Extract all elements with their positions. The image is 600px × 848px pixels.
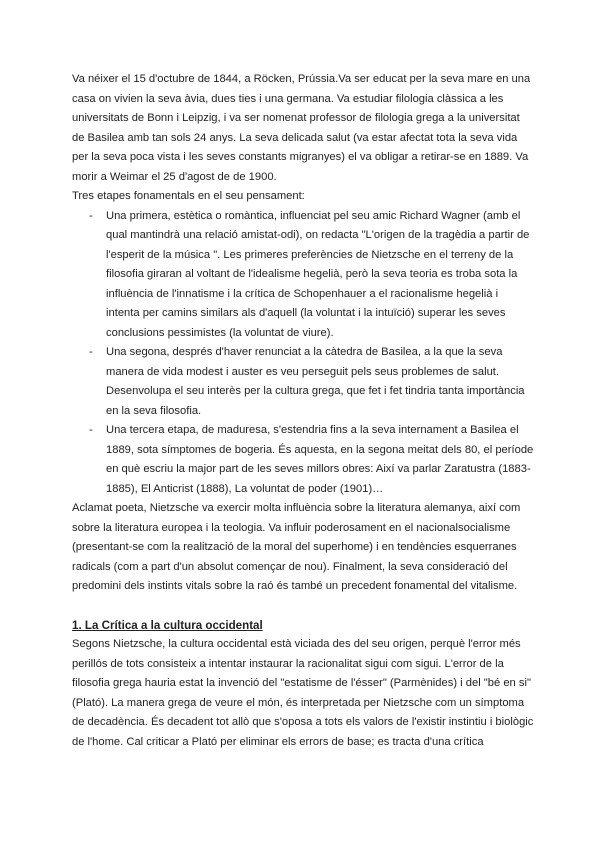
section-body: Segons Nietzsche, la cultura occidental està viciada des del seu origen, perquè l'error més perillós de tots consisteix a intentar instaurar la racionalitat sigui com sigui. L'error de la filosofia grega hauria estat la invenció del "estatisme de l'ésser" (Parmènides) i del "bé en si" (Plató). La manera grega de veure el món, és interpretada per Nietzsche com un símptoma de decadència. És decadent tot allò que s'oposa a tots els valors de l'existir instintiu i biològic de l'home. Cal criticar a Plató per eliminar els errors de base; es tracta d'una crítica [72, 638, 534, 748]
section-heading: 1. La Crítica a la cultura occidental [72, 618, 263, 632]
intro-paragraph: Va néixer el 15 d'octubre de 1844, a Röcken, Prússia.Va ser educat per la seva mare en una casa on vivien la seva àvia, dues ties i una germana. Va estudiar filologia clàssica a les universitats de Bonn i Leipzig, i va ser nomenat professor de filologia grega a la universitat de Basilea amb tan sols 24 anys. La seva delicada salut (va estar afectat tota la seva vida per la seva poca vista i les seves constants migranyes) el va obligar a retirar-se en 1889. Va morir a Weimar el 25 d'agost de de 1900. [72, 73, 531, 183]
dash-bullet: - [89, 346, 93, 358]
list-item [72, 343, 534, 421]
stage-text: Una primera, estètica o romàntica, influenciat pel seu amic Richard Wagner (amb el qual mantindrà una relació amistat-odi), on redacta "L'origen de la tragèdia a partir de l'esperit de la música ". Les primeres preferències de Nietzsche en el terreny de la filosofia giraran al voltant de l'idealisme hegelià, però la seva teoria es troba sota la influència de l'innatisme i la crítica de Schopenhauer a el racionalisme hegelià i intenta per camins similars als d'aquell (la voluntat i la intuïció) superar les seves conclusions pessimistes (la voluntat de viure). [106, 209, 530, 339]
stage-text: Una segona, després d'haver renunciat a la càtedra de Basilea, a la que la seva manera de vida modest i auster es veu perseguit pels seus problemes de salut. Desenvolupa el seu interès per la cultura grega, que fet i fet tindria tanta importància en la seva filosofia. [106, 346, 525, 417]
document-content [72, 70, 534, 752]
legacy-paragraph: Aclamat poeta, Nietzsche va exercir molta influència sobre la literatura alemanya, així com sobre la literatura europea i la teologia. Va influir poderosament en el nacionalsocialisme (presentant-se com la realització de la moral del superhome) i en tendències esquerranes radicals (com a part d'un absolut començar de nou). Finalment, la seva consideració del predomini dels instints vitals sobre la raó és també un precedent fonamental del vitalisme. [72, 502, 521, 592]
list-item [72, 207, 534, 344]
dash-bullet: - [89, 209, 93, 222]
stage-text: Una tercera etapa, de maduresa, s'estendria fins a la seva internament a Basilea el 1889, sota símptomes de bogeria. És aquesta, en la segona meitat dels 80, el període en què escriu la major part de les seves millors obres: Així va parlar Zaratustra (1883-1885), El Anticrist (1888), La voluntat de poder (1901)… [106, 424, 534, 495]
dash-bullet: - [89, 424, 93, 436]
list-item [72, 421, 534, 499]
stages-heading: Tres etapes fonamentals en el seu pensament: [72, 190, 305, 202]
stages-list [72, 207, 534, 500]
